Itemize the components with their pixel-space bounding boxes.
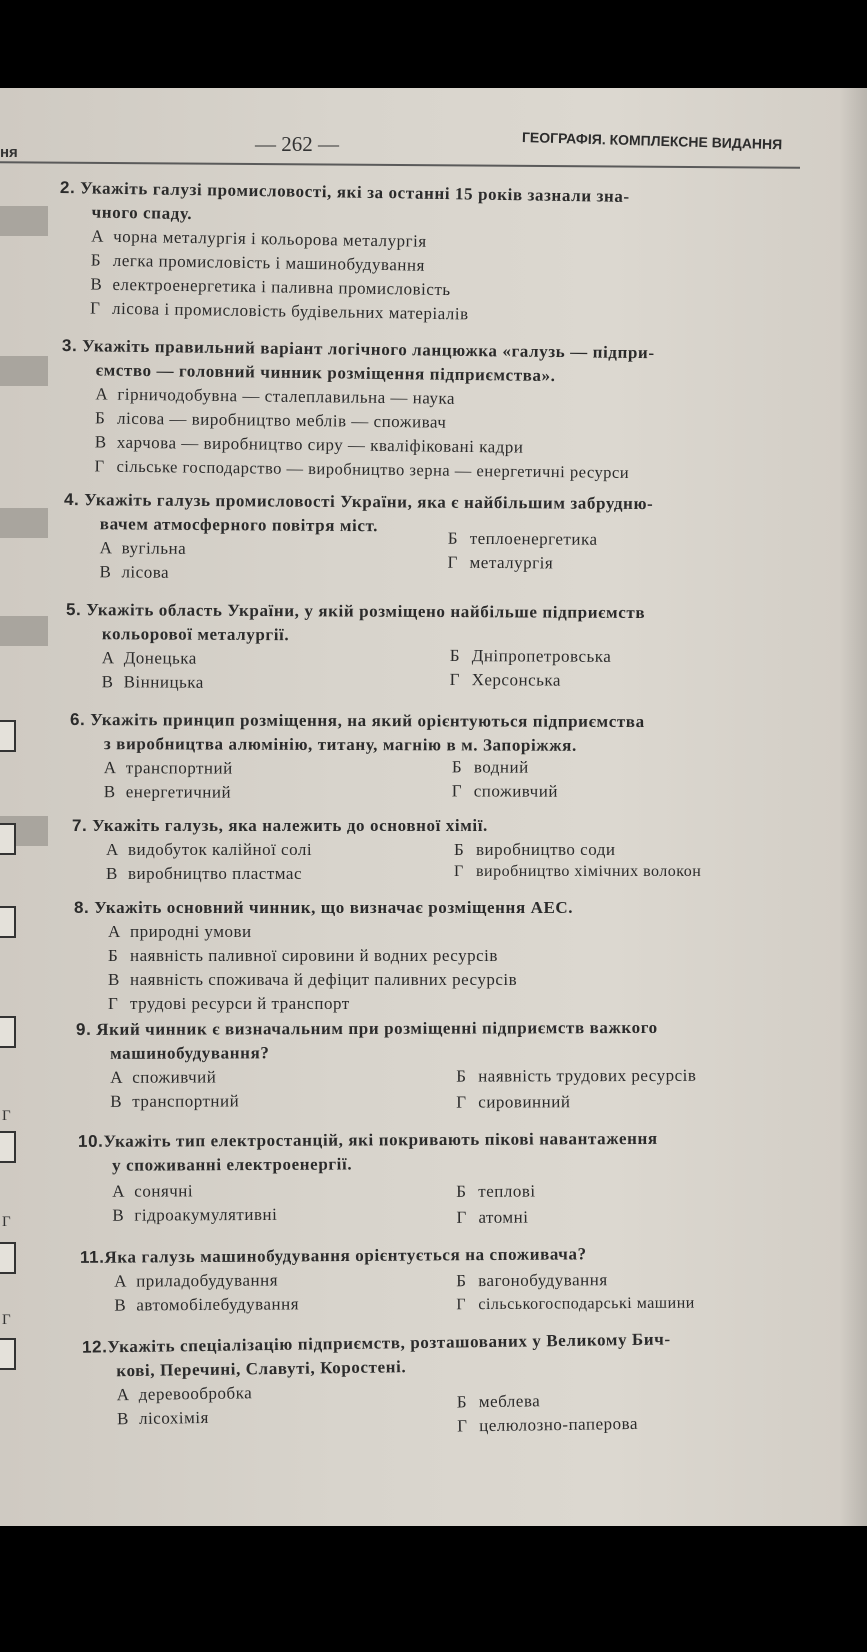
question-text: кові, Перечині, Славуті, Коростені. xyxy=(116,1357,407,1381)
answer-option: В харчова — виробництво сиру — кваліфіковані кадри xyxy=(94,432,524,457)
question-text: ємство — головний чинник розміщення підприємства». xyxy=(95,360,556,386)
question-text: Укажіть тип електростанцій, які покривають пікові навантаження xyxy=(103,1128,658,1151)
answer-option: Г сировинний xyxy=(456,1092,571,1112)
margin-letter: Г xyxy=(2,1312,11,1328)
answer-option: Г споживчий xyxy=(451,781,558,801)
answer-option: А видобуток калійної солі xyxy=(106,840,313,859)
question-text: Укажіть галузі промисловості, які за останні 15 років зазнали зна- xyxy=(80,178,630,206)
question-text: вачем атмосферного повітря міст. xyxy=(99,514,379,536)
page-number: — 262 — xyxy=(255,132,339,156)
answer-option: Б легка промисловість і машинобудування xyxy=(90,250,426,275)
answer-option: В електроенергетика і паливна промисловість xyxy=(90,274,451,300)
question-text: Укажіть принцип розміщення, на який орієнтуються підприємства xyxy=(90,710,645,732)
answer-option: Г сільськогосподарські машини xyxy=(456,1294,695,1314)
margin-tab xyxy=(0,206,48,236)
answer-option: А деревообробка xyxy=(116,1383,253,1405)
answer-option: Б Дніпропетровська xyxy=(449,646,612,666)
answer-option: Б виробництво соди xyxy=(454,840,616,859)
margin-letter: Г xyxy=(2,1214,11,1230)
question-text: Укажіть галузь, яка належить до основної хімії. xyxy=(92,816,488,835)
answer-option: Г виробництво хімічних волокон xyxy=(454,863,702,880)
margin-tab xyxy=(0,616,48,646)
answer-option: В енергетичний xyxy=(103,782,232,802)
margin-tab xyxy=(0,508,48,538)
answer-option: В транспортний xyxy=(110,1091,240,1111)
question: 12.Укажіть спеціалізацію підприємств, розташованих у Великому Бич- кові, Перечині, Славуті, Коростені. А деревообробка Б меблева В лісохімія Г целюлозно-паперова xyxy=(0,1325,867,1337)
answer-option: Б меблева xyxy=(456,1391,541,1412)
answer-option: Б вагонобудування xyxy=(456,1270,608,1291)
answer-option: Б теплові xyxy=(456,1181,536,1201)
question-text: кольорової металургії. xyxy=(101,624,290,645)
header-rule xyxy=(0,161,800,169)
answer-option: А транспортний xyxy=(103,758,233,778)
question: 4. Укажіть галузь промисловості України, яка є найбільшим забрудню- вачем атмосферного повітря міст. А вугільна Б теплоенергетика В лісова Г металургія xyxy=(0,488,867,494)
answer-box xyxy=(0,906,16,938)
answer-option: А приладобудування xyxy=(114,1270,279,1291)
question: 5. Укажіть область України, у якій розміщено найбільше підприємств кольорової металургії. А Донецька Б Дніпропетровська В Вінницька Г Херсонська xyxy=(0,598,867,603)
answer-option: А споживчий xyxy=(110,1067,217,1087)
answer-option: В виробництво пластмас xyxy=(106,864,302,883)
answer-option: А чорна металургія і кольорова металургія xyxy=(91,226,427,251)
answer-box xyxy=(0,720,16,752)
answer-box xyxy=(0,1338,16,1370)
answer-option: Г целюлозно-паперова xyxy=(457,1413,639,1436)
answer-option: А сонячні xyxy=(112,1181,194,1201)
answer-box xyxy=(0,1242,16,1274)
answer-option: В автомобілебудування xyxy=(114,1294,300,1315)
answer-box xyxy=(0,1016,16,1048)
book-title: ГЕОГРАФІЯ. КОМПЛЕКСНЕ ВИДАННЯ xyxy=(521,129,783,153)
answer-option: А гірничодобувна — сталеплавильна — наука xyxy=(95,384,456,408)
answer-option: А Донецька xyxy=(101,648,197,668)
answer-option: В Вінницька xyxy=(101,672,204,692)
question-text: Яка галузь машинобудування орієнтується на споживача? xyxy=(104,1244,587,1267)
answer-option: В гідроакумулятивні xyxy=(112,1204,278,1225)
answer-box xyxy=(0,1131,16,1163)
answer-option: Г металургія xyxy=(447,552,554,573)
answer-option: Б наявність паливної сировини й водних ресурсів xyxy=(108,946,498,965)
answer-option: Б лісова — виробництво меблів — споживач xyxy=(94,408,447,432)
question-text: Укажіть правильний варіант логічного ланцюжка «галузь — підпри- xyxy=(82,336,655,363)
question-text: у споживанні електроенергії. xyxy=(112,1154,353,1175)
question: 10.Укажіть тип електростанцій, які покривають пікові навантаження у споживанні електроенергії. А сонячні Б теплові В гідроакумулятивні Г атомні xyxy=(0,1126,867,1131)
question-text: Укажіть спеціалізацію підприємств, розташованих у Великому Бич- xyxy=(107,1329,671,1357)
question xyxy=(0,175,867,324)
answer-option: Г сільське господарство — виробництво зерна — енергетичні ресурси xyxy=(94,456,630,482)
header-left-fragment: ня xyxy=(0,144,18,161)
question-text: чного спаду. xyxy=(91,202,193,224)
question: 3. Укажіть правильний варіант логічного ланцюжка «галузь — підпри- ємство — головний чинник розміщення підприємства». А гірничодобувна — сталеплавильна — наука Б лісова — виробництво меблів — споживач В харчова — виробництво сиру — кваліфіковані кадри Г сільське господарство — виробництво зерна — енергетичні ресурси xyxy=(0,333,867,344)
answer-option: А природні умови xyxy=(108,922,252,941)
answer-option: Г трудові ресурси й транспорт xyxy=(108,994,350,1013)
question-text: Укажіть основний чинник, що визначає розміщення АЕС. xyxy=(94,898,574,917)
question: 6. Укажіть принцип розміщення, на який орієнтуються підприємства з виробництва алюмінію, титану, магнію в м. Запоріжжя. А транспортний Б водний В енергетичний Г споживчий xyxy=(0,708,867,711)
question-text: машинобудування? xyxy=(110,1043,270,1063)
question-text: Укажіть галузь промисловості України, яка є найбільшим забрудню- xyxy=(84,490,654,514)
question-text: з виробництва алюмінію, титану, магнію в м. Запоріжжя. xyxy=(103,734,577,755)
question: 11.Яка галузь машинобудування орієнтується на споживача? А приладобудування Б вагонобудування В автомобілебудування Г сільськогосподарські машини xyxy=(0,1240,867,1246)
answer-option: В наявність споживача й дефіцит паливних ресурсів xyxy=(108,970,518,989)
answer-option: Г атомні xyxy=(456,1207,529,1227)
answer-option: А вугільна xyxy=(99,538,187,558)
margin-letter: Г xyxy=(2,1108,11,1124)
answer-option: Б теплоенергетика xyxy=(447,528,598,549)
answer-option: В лісова xyxy=(99,562,170,582)
question-text: Укажіть область України, у якій розміщено найбільше підприємств xyxy=(86,600,646,623)
question-number: 2. xyxy=(59,178,76,198)
answer-option: Г лісова і промисловість будівельних матеріалів xyxy=(89,298,469,324)
answer-box xyxy=(0,823,16,855)
margin-tab xyxy=(0,356,48,386)
answer-option: Б наявність трудових ресурсів xyxy=(456,1065,697,1086)
answer-option: В лісохімія xyxy=(116,1407,210,1429)
answer-option: Г Херсонська xyxy=(449,670,561,690)
question: 9. Який чинник є визначальним при розміщенні підприємств важкого машинобудування? А споживчий Б наявність трудових ресурсів В транспортний Г сировинний xyxy=(0,1015,867,1018)
answer-option: Б водний xyxy=(451,757,529,777)
question-text: Який чинник є визначальним при розміщенні підприємств важкого xyxy=(96,1017,658,1039)
book-page: ня — 262 — ГЕОГРАФІЯ. КОМПЛЕКСНЕ ВИДАННЯ Г Г Г 2. Укажіть галузі промисловості, які за останні 15 років зазнали зна- чного спаду. А чорна металургія і кольорова металургія Б легка промисловість і машинобудування В електроенергетика і паливна промисловість Г лісова і промисловість будівельних матеріалів 3. Укажіть правильний варіант логічного ланцюжка «галузь — підпри- ємство — головний чинник розміщення підприємства». А гірничодобувна — сталеплавильна — наука Б лісова — виробництво меблів — споживач В харчова — виробництво сиру — кваліфіковані кадри Г сільське господарство — виробництво зерна — енергетичні ресурси 4. Укажіть галузь промисловості України, яка є найбільшим забрудню- вачем атмосферного повітря міст. А вугільна Б теплоенергетика В лісова Г металургія 5. Укажіть область України, у якій розміщено найбільше підприємств кольорової металургії. А Донецька Б Дніпропетровська В Вінницька Г Херсонська 6. Укажіть принцип розміщення, на який орієнтуються підприємства з виробництва алюмінію, титану, магнію в м. Запоріжжя. А транспортний Б водний В енергетичний Г споживчий 7. Укажіть галузь, яка належить до основної хімії. А видобуток калійної солі Б виробництво соди В виробництво пластмас Г виробництво хімічних волокон 8. Укажіть основний чинник, що визначає розміщення АЕС. А природні умови Б наявність паливної сировини й водних ресурсів В наявність споживача й дефіцит паливних ресурсів Г трудові ресурси й транспорт 9. Який чинник є визначальним при розміщенні підприємств важкого машинобудування? А споживчий Б наявність трудових ресурсів В транспортний Г сировинний 10.Укажіть тип електростанцій, які покривають пікові навантаження у споживанні електроенергії. А сонячні Б теплові В гідроакумулятивні Г атомні 11.Яка галузь машинобудування орієнтується на споживача? А приладобудування Б вагонобудування В автомобілебудування Г сільськогосподарські машини 12.Укажіть спеціалізацію підприємств, розташованих у Великому Бич- кові, Перечині, Славуті, Коростені. А деревообробка Б меблева В лісохімія Г целюлозно-паперова xyxy=(0,88,867,1526)
